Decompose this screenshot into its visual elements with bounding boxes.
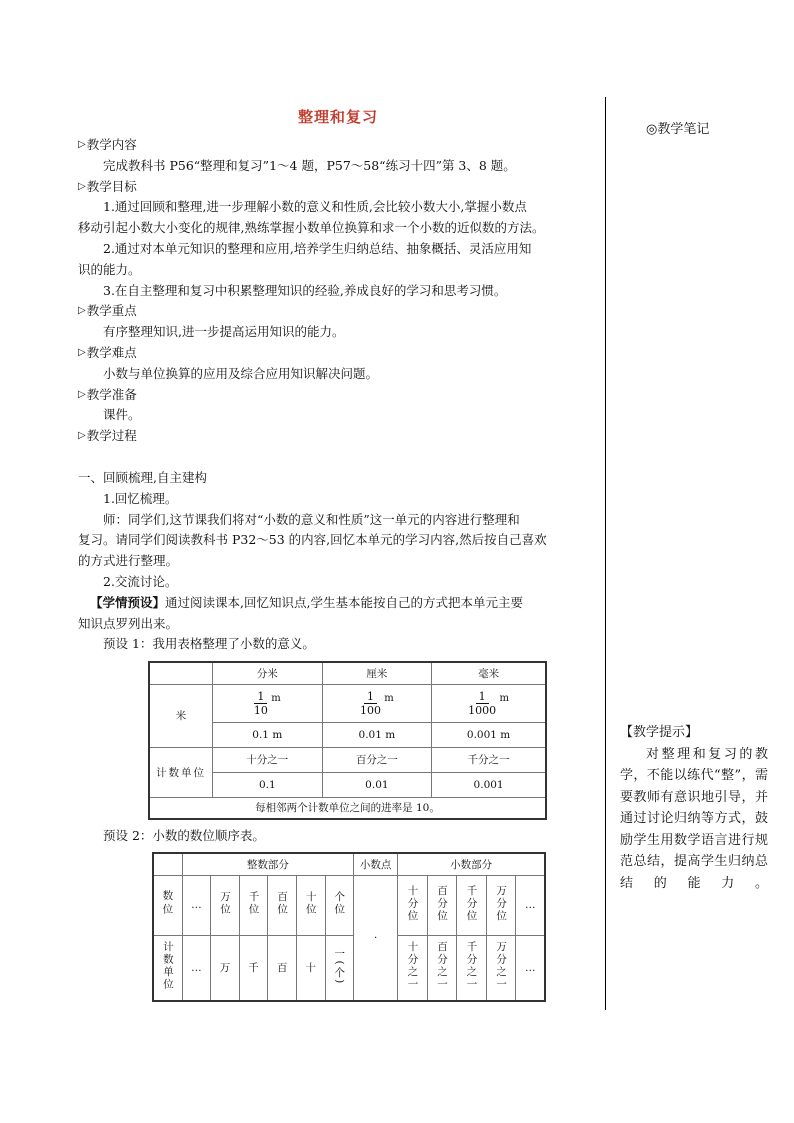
preset2: 预设 2：小数的数位顺序表。 (103, 828, 265, 843)
decimal-cell: 0.001 m (432, 722, 546, 747)
dec-unit: 十分之一 (398, 935, 428, 1001)
group-dec: 小数部分 (398, 853, 545, 875)
int-unit: 万 (211, 935, 240, 1001)
group-int: 整数部分 (182, 853, 353, 875)
column-divider (605, 97, 606, 1010)
section-content-head: ▷ 教学内容 (78, 135, 598, 156)
notes-label: ◎教学笔记 (646, 122, 710, 137)
int-unit: 十 (296, 935, 325, 1001)
teaching-tip (620, 722, 768, 894)
section-difficult-text: 小数与单位换算的应用及综合应用知识解决问题。 (103, 365, 379, 381)
section-process-head: ▷ 教学过程 (78, 426, 598, 447)
decimal-cell: 0.1 m (213, 722, 323, 747)
group-point: 小数点 (354, 853, 398, 875)
teacher-line: 的方式进行整理。 (78, 553, 179, 569)
unit-value-cell: 0.1 (213, 772, 323, 797)
section-goals-head: ▷ 教学目标 (78, 177, 598, 198)
ellipsis: … (182, 875, 211, 935)
unit-value-cell: 0.001 (432, 772, 546, 797)
preset-line: 知识点罗列出来。 (78, 615, 179, 631)
unit-name-cell: 千分之一 (432, 747, 546, 772)
unit-name-cell: 百分之一 (322, 747, 432, 772)
dec-place: 千分位 (457, 875, 487, 935)
int-place: 万位 (211, 875, 240, 935)
page-title: 整理和复习 (297, 108, 378, 126)
part1-heading: 一、回顾梳理,自主建构 (78, 469, 207, 485)
goal-line: 识的能力。 (78, 261, 141, 277)
place-value-table (152, 852, 546, 1002)
teacher-line: 师：同学们,这节课我们将对“小数的意义和性质”这一单元的内容进行整理和 (103, 511, 520, 527)
int-place: 十位 (296, 875, 325, 935)
dec-unit: 千分之一 (457, 935, 487, 1001)
table-footer: 每相邻两个计数单位之间的进率是 10。 (149, 797, 546, 819)
int-place: 百位 (268, 875, 297, 935)
int-place: 千位 (239, 875, 268, 935)
section-key-text: 有序整理知识,进一步提高运用知识的能力。 (103, 324, 345, 340)
triangle-icon: ▷ (78, 388, 86, 400)
table-header: 厘米 (322, 662, 432, 684)
int-unit: 一(个) (325, 935, 354, 1001)
preset1: 预设 1：我用表格整理了小数的意义。 (103, 636, 315, 652)
decimal-meaning-table (148, 661, 547, 820)
fraction-cell: 1 100 m (322, 684, 432, 722)
dec-place: 十分位 (398, 875, 428, 935)
dec-place: 万分位 (486, 875, 516, 935)
main-column (78, 106, 598, 655)
step1: 1.回忆梳理。 (103, 490, 178, 506)
step2: 2.交流讨论。 (103, 573, 178, 589)
row-label-unit: 计数单位 (149, 747, 213, 797)
section-difficult-head: ▷ 教学难点 (78, 343, 598, 364)
goal-line: 移动引起小数大小变化的规律,熟练掌握小数单位换算和求一个小数的近似数的方法。 (78, 220, 545, 236)
ellipsis: … (516, 875, 545, 935)
decimal-point: · (354, 875, 398, 1001)
unit-name-cell: 十分之一 (213, 747, 323, 772)
tip-heading: 【教学提示】 (620, 725, 699, 740)
int-unit: 百 (268, 935, 297, 1001)
int-place: 个位 (325, 875, 354, 935)
fraction-cell: 1 10 m (213, 684, 323, 722)
int-unit: 千 (239, 935, 268, 1001)
table-header: 分米 (213, 662, 323, 684)
row1-label: 数位 (153, 875, 182, 935)
preset-line: 【学情预设】通过阅读课本,回忆知识点,学生基本能按自己的方式把本单元主要 (90, 594, 523, 610)
decimal-cell: 0.01 m (322, 722, 432, 747)
dec-unit: 百分之一 (427, 935, 457, 1001)
fraction-cell: 1 1000 m (432, 684, 546, 722)
table-header: 毫米 (432, 662, 546, 684)
ellipsis: … (516, 935, 545, 1001)
ellipsis: … (182, 935, 211, 1001)
section-prep-head: ▷ 教学准备 (78, 385, 598, 406)
triangle-icon: ▷ (78, 180, 86, 192)
section-key-head: ▷ 教学重点 (78, 301, 598, 322)
row-label-meter: 米 (149, 684, 213, 747)
tip-body: 对整理和复习的教学，不能以练代“整”，需要教师有意识地引导，并通过讨论归纳等方式，鼓励学生用数学语言进行规范总结，提高学生归纳总结的能力。 (620, 746, 768, 891)
section-content-text: 完成教科书 P56“整理和复习”1～4 题，P57～58“练习十四”第 3、8 题。 (103, 157, 516, 173)
goal-line: 3.在自主整理和复习中积累整理知识的经验,养成良好的学习和思考习惯。 (103, 282, 507, 298)
row2-label: 计数单位 (153, 935, 182, 1001)
dec-unit: 万分之一 (486, 935, 516, 1001)
triangle-icon: ▷ (78, 139, 86, 150)
unit-value-cell: 0.01 (322, 772, 432, 797)
teacher-line: 复习。请同学们阅读教科书 P32～53 的内容,回忆本单元的学习内容,然后按自己喜欢 (78, 532, 547, 548)
section-prep-text: 课件。 (103, 407, 141, 423)
goal-line: 2.通过对本单元知识的整理和应用,培养学生归纳总结、抽象概括、灵活应用知 (103, 240, 532, 256)
triangle-icon: ▷ (78, 346, 86, 358)
dec-place: 百分位 (427, 875, 457, 935)
triangle-icon: ▷ (78, 430, 86, 442)
triangle-icon: ▷ (78, 305, 86, 317)
goal-line: 1.通过回顾和整理,进一步理解小数的意义和性质,会比较小数大小,掌握小数点 (103, 199, 527, 215)
